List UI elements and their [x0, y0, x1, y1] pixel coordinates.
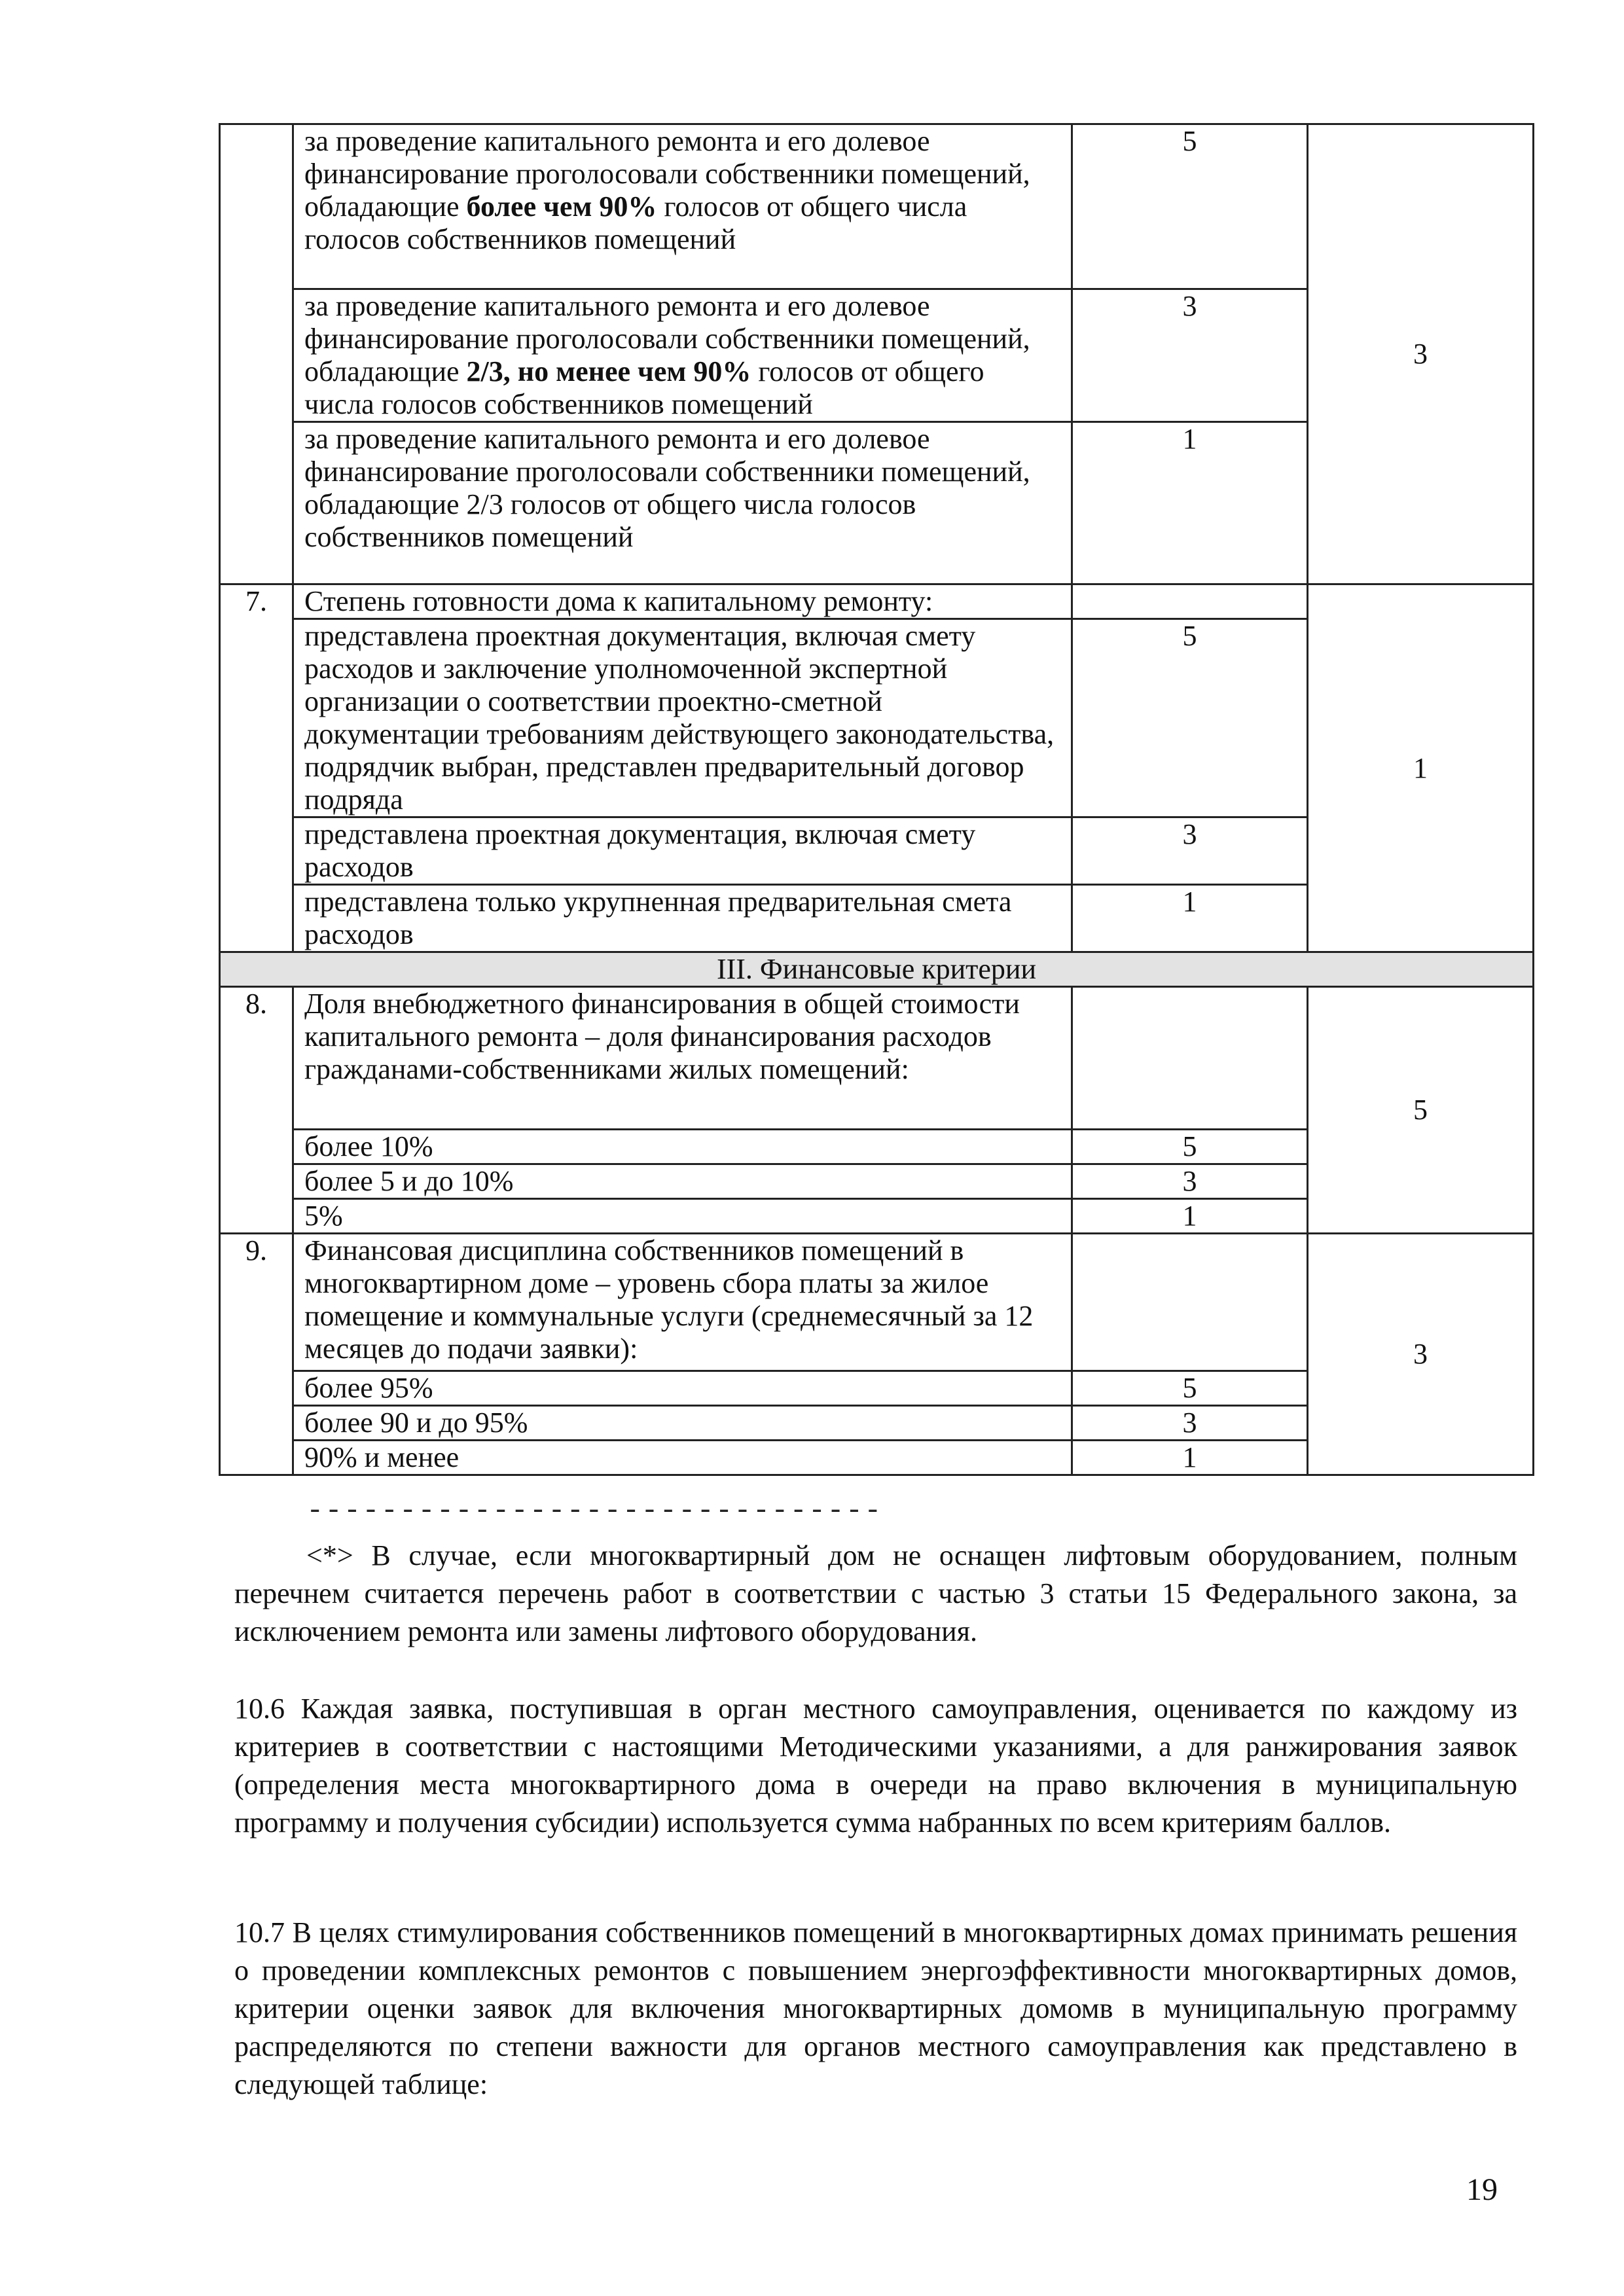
criterion-text: Степень готовности дома к капитальному ремонту: — [293, 584, 1072, 619]
points-cell — [1072, 987, 1308, 1130]
criterion-text: представлена проектная документация, включая смету расходов и заключение уполномоченной экспертной организации о соответствии проектно-сметной документации требованиям действующего законодательства, подрядчик выбран, представлен предварительный договор подряда — [293, 619, 1072, 817]
table-row — [220, 987, 1534, 1130]
criterion-text: 5% — [293, 1199, 1072, 1234]
points-cell: 1 — [1072, 1199, 1308, 1234]
criterion-text: представлена проектная документация, включая смету расходов — [293, 817, 1072, 885]
criterion-text: Доля внебюджетного финансирования в общей стоимости капитального ремонта – доля финансирования расходов гражданами-собственниками жилых помещений: — [293, 987, 1072, 1130]
weight-cell: 1 — [1308, 584, 1534, 952]
points-cell — [1072, 584, 1308, 619]
criteria-table — [219, 123, 1534, 1476]
criterion-text: за проведение капитального ремонта и его долевое финансирование проголосовали собственники помещений, обладающие 2/3 голосов от общего числа голосов собственников помещений — [293, 422, 1072, 584]
points-cell: 5 — [1072, 619, 1308, 817]
footnote-separator: ------------------------------- — [306, 1495, 883, 1528]
criterion-text: 90% и менее — [293, 1441, 1072, 1475]
criterion-text: более 10% — [293, 1130, 1072, 1164]
paragraph-10-6: 10.6 Каждая заявка, поступившая в орган местного самоуправления, оценивается по каждому из критериев в соответствии с настоящими Методическими указаниями, а для ранжирования заявок (определения места многоквартирного дома в очереди на право включения в муниципальную программу и получения субсидии) используется сумма набранных по всем критериям баллов. — [234, 1693, 1517, 1839]
points-cell — [1072, 1234, 1308, 1371]
table-row — [220, 1234, 1534, 1371]
criterion-text: более 95% — [293, 1371, 1072, 1406]
points-cell: 1 — [1072, 1441, 1308, 1475]
points-cell: 5 — [1072, 1130, 1308, 1164]
points-cell: 3 — [1072, 1406, 1308, 1441]
criterion-text: представлена только укрупненная предварительная смета расходов — [293, 885, 1072, 952]
row-number: 7. — [220, 584, 293, 952]
points-cell: 1 — [1072, 885, 1308, 952]
points-cell: 3 — [1072, 1164, 1308, 1199]
criterion-text: Финансовая дисциплина собственников помещений в многоквартирном доме – уровень сбора платы за жилое помещение и коммунальные услуги (среднемесячный за 12 месяцев до подачи заявки): — [293, 1234, 1072, 1371]
footnote-text: <*> В случае, если многоквартирный дом не оснащен лифтовым оборудованием, полным перечнем считается перечень работ в соответствии с частью 3 статьи 15 Федерального закона, за исключением ремонта или замены лифтового оборудования. — [234, 1539, 1517, 1647]
points-cell: 3 — [1072, 289, 1308, 422]
points-cell: 5 — [1072, 124, 1308, 289]
row-number: 9. — [220, 1234, 293, 1475]
points-cell: 3 — [1072, 817, 1308, 885]
points-cell: 5 — [1072, 1371, 1308, 1406]
table-row — [220, 584, 1534, 619]
weight-cell: 3 — [1308, 1234, 1534, 1475]
section-header-row — [220, 952, 1534, 987]
criterion-text: более 5 и до 10% — [293, 1164, 1072, 1199]
paragraph-10-7: 10.7 В целях стимулирования собственников помещений в многоквартирных домах принимать решения о проведении комплексных ремонтов с повышением энергоэффективности многоквартирных домов, критерии оценки заявок для включения многоквартирных домомв в муниципальную программу распределяются по степени важности для органов местного самоуправления как представлено в следующей таблице: — [234, 1916, 1517, 2100]
criterion-text: за проведение капитального ремонта и его долевое финансирование проголосовали собственники помещений, обладающие более чем 90% голосов от общего числа голосов собственников помещений — [293, 124, 1072, 289]
table-row — [220, 124, 1534, 289]
weight-cell: 3 — [1308, 124, 1534, 584]
row-number — [220, 124, 293, 584]
criterion-text: за проведение капитального ремонта и его долевое финансирование проголосовали собственники помещений, обладающие 2/3, но менее чем 90% голосов от общего числа голосов собственников помещений — [293, 289, 1072, 422]
criterion-text: более 90 и до 95% — [293, 1406, 1072, 1441]
points-cell: 1 — [1072, 422, 1308, 584]
section-title: III. Финансовые критерии — [220, 952, 1534, 987]
page-number: 19 — [1466, 2172, 1498, 2207]
row-number: 8. — [220, 987, 293, 1234]
weight-cell: 5 — [1308, 987, 1534, 1234]
